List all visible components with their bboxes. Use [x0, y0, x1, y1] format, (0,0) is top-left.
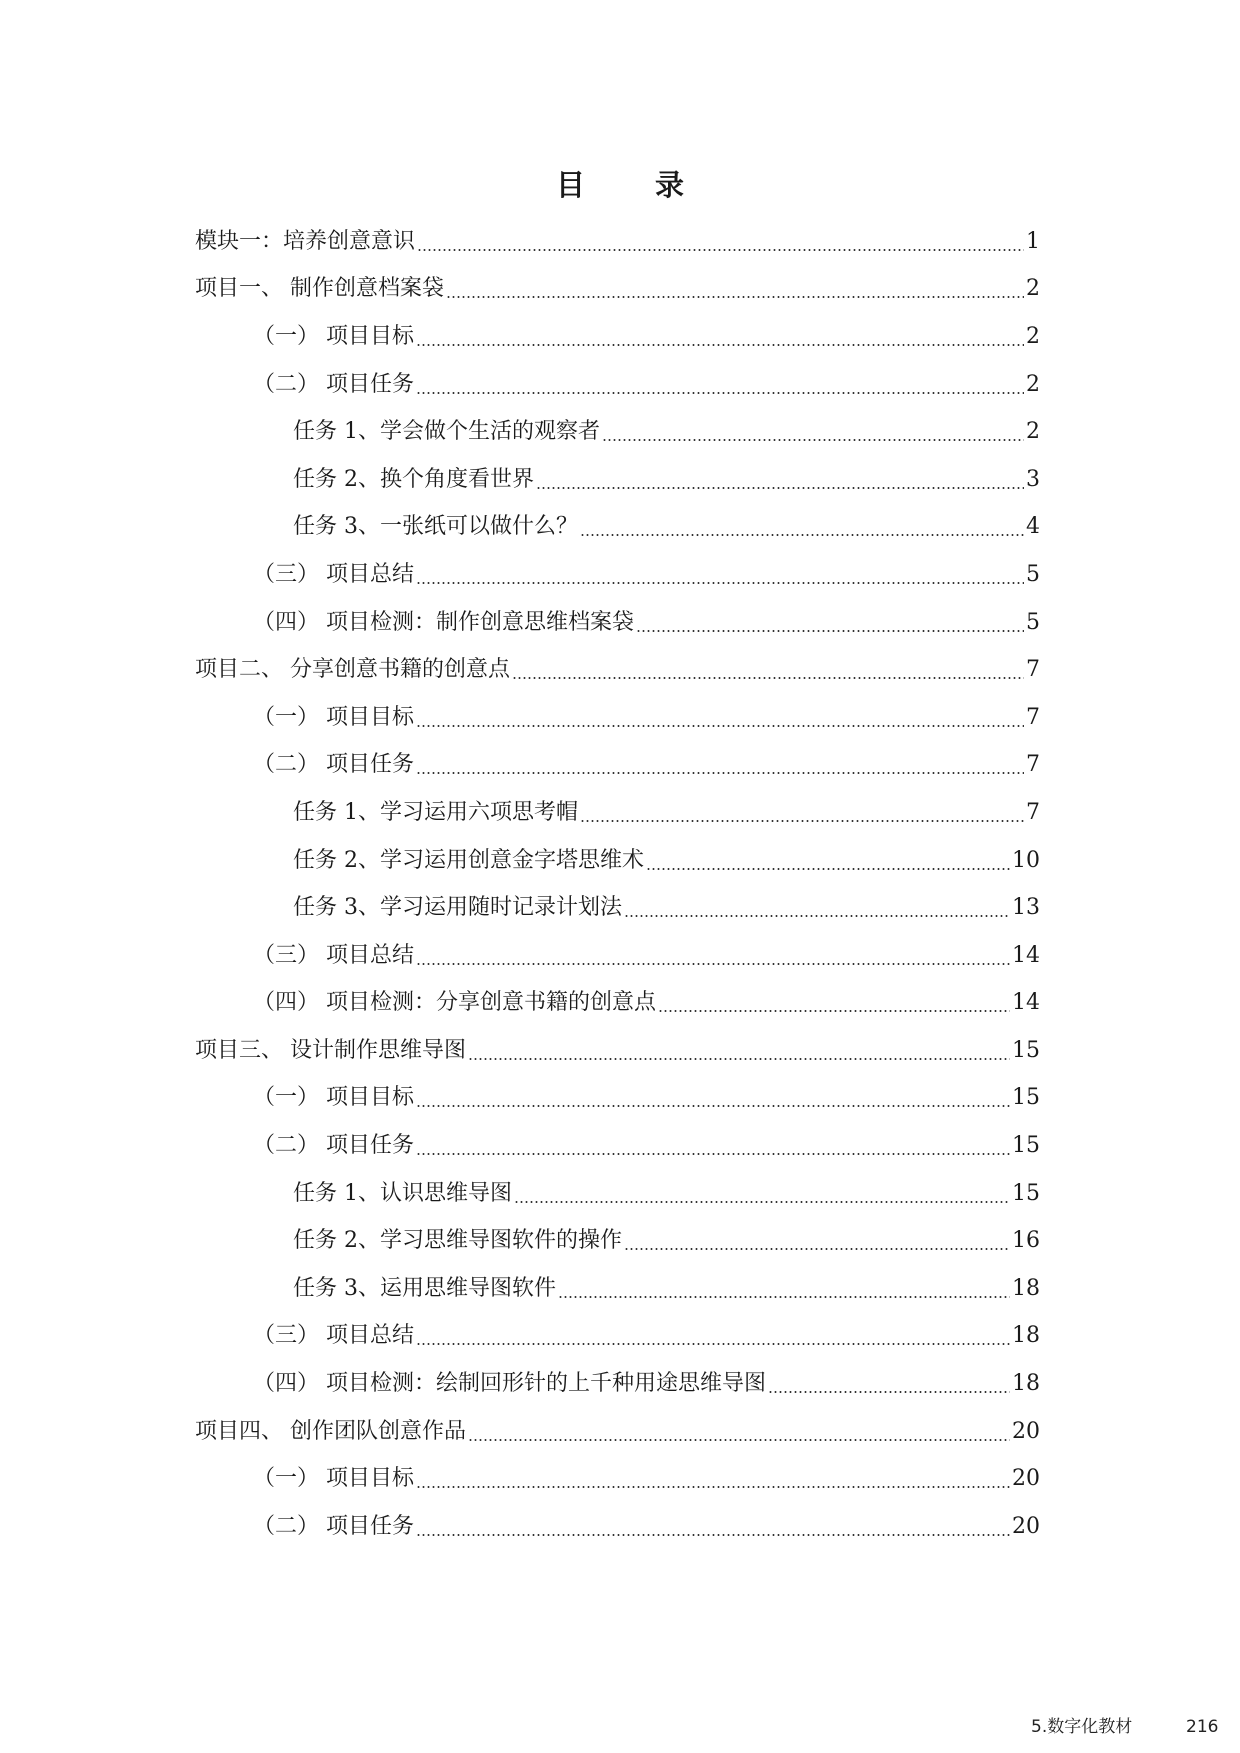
toc-entry-page-number: 5 [1026, 561, 1040, 587]
dot-leader [514, 1201, 1010, 1203]
toc-entry-label: （一） 项目目标 [253, 323, 414, 349]
toc-entry[interactable] [195, 218, 1040, 266]
dot-leader [636, 630, 1024, 632]
toc-entry[interactable] [195, 1122, 1040, 1170]
toc-entry-page-number: 1 [1026, 228, 1040, 254]
toc-entry-page-number: 13 [1012, 895, 1040, 921]
dot-leader [416, 1486, 1010, 1488]
toc-entry-label: 项目四、 创作团队创意作品 [195, 1418, 466, 1444]
toc-entry[interactable] [195, 1265, 1040, 1313]
toc-entry-page-number: 20 [1012, 1466, 1040, 1492]
dot-leader [768, 1391, 1010, 1393]
dot-leader [446, 296, 1024, 298]
toc-entry-page-number: 16 [1012, 1228, 1040, 1254]
toc-entry-page-number: 18 [1012, 1275, 1040, 1301]
toc-entry-label: （一） 项目目标 [253, 704, 414, 730]
dot-leader [416, 725, 1024, 727]
dot-leader [416, 1153, 1010, 1155]
toc-entry-page-number: 7 [1026, 704, 1040, 730]
toc-entry-label: （三） 项目总结 [253, 561, 414, 587]
toc-entry[interactable] [195, 980, 1040, 1028]
dot-leader [646, 868, 1010, 870]
toc-title: 目 录 [555, 168, 715, 202]
toc-entry-page-number: 20 [1012, 1418, 1040, 1444]
toc-entry[interactable] [195, 646, 1040, 694]
toc-entry[interactable] [195, 551, 1040, 599]
dot-leader [468, 1058, 1010, 1060]
toc-entry-page-number: 5 [1026, 609, 1040, 635]
toc-entry-page-number: 14 [1012, 942, 1040, 968]
toc-entry-label: 项目二、 分享创意书籍的创意点 [195, 657, 510, 683]
dot-leader [624, 915, 1010, 917]
toc-entry[interactable] [195, 742, 1040, 790]
toc-entry-label: （三） 项目总结 [253, 1323, 414, 1349]
toc-entry-page-number: 15 [1012, 1180, 1040, 1206]
dot-leader [416, 582, 1024, 584]
toc-entry[interactable] [195, 1027, 1040, 1075]
toc-entry[interactable] [195, 1455, 1040, 1503]
dot-leader [416, 1105, 1010, 1107]
dot-leader [602, 439, 1024, 441]
toc-entry-label: （四） 项目检测：制作创意思维档案袋 [253, 609, 634, 635]
toc-entry-page-number: 15 [1012, 1133, 1040, 1159]
toc-entry-label: 任务 1、认识思维导图 [293, 1180, 512, 1206]
toc-entry-page-number: 3 [1026, 466, 1040, 492]
toc-entry-label: 任务 1、学会做个生活的观察者 [293, 419, 600, 445]
toc-entry-page-number: 2 [1026, 323, 1040, 349]
toc-entry-page-number: 15 [1012, 1085, 1040, 1111]
dot-leader [416, 772, 1024, 774]
footer-label: 5.数字化教材 [1031, 1717, 1133, 1737]
toc-entry-label: 任务 3、学习运用随时记录计划法 [293, 895, 622, 921]
toc-entry[interactable] [195, 408, 1040, 456]
dot-leader [580, 534, 1024, 536]
toc-entry[interactable] [195, 1075, 1040, 1123]
toc-entry-label: （一） 项目目标 [253, 1085, 414, 1111]
dot-leader [468, 1439, 1010, 1441]
toc-entry[interactable] [195, 1313, 1040, 1361]
toc-entry-label: 任务 3、运用思维导图软件 [293, 1275, 556, 1301]
toc-entry-label: 项目一、 制作创意档案袋 [195, 276, 444, 302]
toc-entry[interactable] [195, 932, 1040, 980]
toc-entry[interactable] [195, 266, 1040, 314]
dot-leader [416, 963, 1010, 965]
toc-entry-label: （二） 项目任务 [253, 752, 414, 778]
toc-entry-page-number: 2 [1026, 276, 1040, 302]
toc-entry-page-number: 18 [1012, 1371, 1040, 1397]
toc-entry-label: 任务 1、学习运用六项思考帽 [293, 799, 578, 825]
footer-page-number: 216 [1186, 1717, 1219, 1737]
toc-entry[interactable] [195, 1360, 1040, 1408]
toc-entry-label: （二） 项目任务 [253, 371, 414, 397]
dot-leader [416, 1343, 1010, 1345]
toc-entry-label: （四） 项目检测：分享创意书籍的创意点 [253, 990, 656, 1016]
toc-entry-label: （二） 项目任务 [253, 1133, 414, 1159]
toc-entry[interactable] [195, 694, 1040, 742]
toc-entry-page-number: 15 [1012, 1037, 1040, 1063]
toc-entry-label: （一） 项目目标 [253, 1466, 414, 1492]
dot-leader [512, 677, 1024, 679]
toc-entry-label: 任务 2、学习思维导图软件的操作 [293, 1228, 622, 1254]
toc-entry[interactable] [195, 313, 1040, 361]
toc-entry-label: 项目三、 设计制作思维导图 [195, 1037, 466, 1063]
dot-leader [624, 1248, 1010, 1250]
toc-entry-label: 任务 2、换个角度看世界 [293, 466, 534, 492]
dot-leader [658, 1010, 1010, 1012]
toc-entry-page-number: 4 [1026, 514, 1040, 540]
toc-entry-page-number: 14 [1012, 990, 1040, 1016]
toc-entry[interactable] [195, 456, 1040, 504]
toc-entry-page-number: 2 [1026, 419, 1040, 445]
toc-entry-label: 任务 3、一张纸可以做什么？ [293, 514, 578, 540]
toc-entry-page-number: 20 [1012, 1513, 1040, 1539]
toc-entry[interactable] [195, 599, 1040, 647]
toc-list [195, 218, 1040, 1551]
toc-entry-label: （二） 项目任务 [253, 1513, 414, 1539]
dot-leader [416, 344, 1024, 346]
toc-entry[interactable] [195, 1503, 1040, 1551]
toc-entry[interactable] [195, 504, 1040, 552]
dot-leader [536, 487, 1024, 489]
dot-leader [580, 820, 1024, 822]
toc-entry[interactable] [195, 1217, 1040, 1265]
toc-entry[interactable] [195, 1408, 1040, 1456]
toc-entry-page-number: 7 [1026, 799, 1040, 825]
toc-entry-label: （三） 项目总结 [253, 942, 414, 968]
toc-entry-page-number: 18 [1012, 1323, 1040, 1349]
toc-entry-page-number: 2 [1026, 371, 1040, 397]
toc-entry-label: 任务 2、学习运用创意金字塔思维术 [293, 847, 644, 873]
dot-leader [558, 1296, 1010, 1298]
toc-entry-page-number: 7 [1026, 657, 1040, 683]
dot-leader [417, 249, 1024, 251]
toc-entry-page-number: 10 [1012, 847, 1040, 873]
dot-leader [416, 1534, 1010, 1536]
toc-entry-label: （四） 项目检测：绘制回形针的上千种用途思维导图 [253, 1371, 766, 1397]
toc-entry[interactable] [195, 361, 1040, 409]
toc-entry[interactable] [195, 884, 1040, 932]
toc-entry[interactable] [195, 837, 1040, 885]
dot-leader [416, 392, 1024, 394]
toc-entry[interactable] [195, 1170, 1040, 1218]
toc-entry[interactable] [195, 789, 1040, 837]
toc-entry-label: 模块一：培养创意意识 [195, 228, 416, 254]
toc-entry-page-number: 7 [1026, 752, 1040, 778]
